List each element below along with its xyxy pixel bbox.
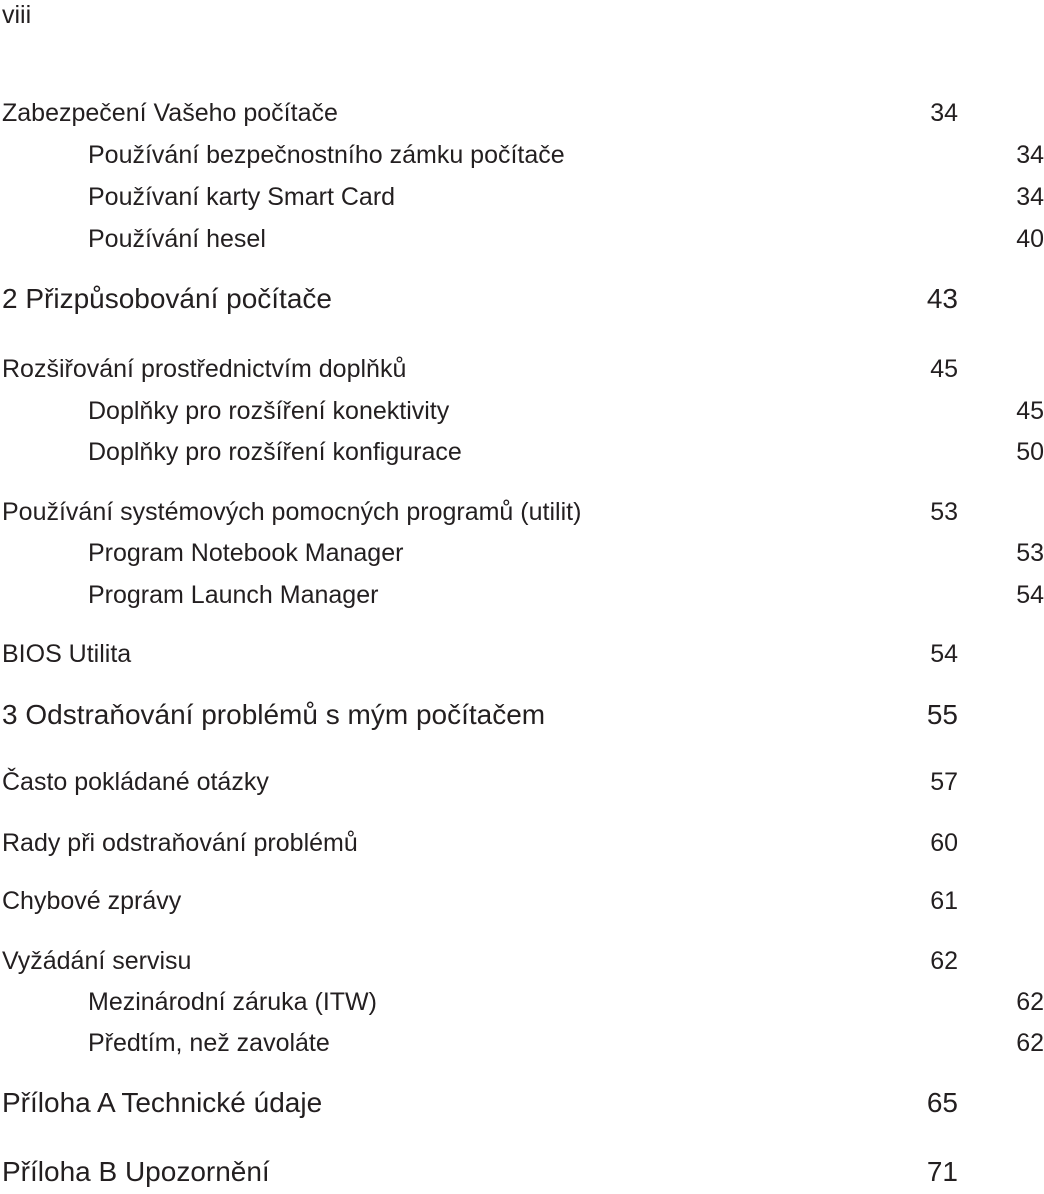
page-number: viii	[2, 1, 32, 29]
toc-entry-page: 55	[926, 699, 958, 730]
toc-entry-title: Používání bezpečnostního zámku počítače	[88, 141, 565, 169]
toc-entry	[0, 224, 1044, 254]
toc-entry	[0, 639, 958, 669]
toc-entry	[0, 497, 958, 527]
toc-entry	[0, 828, 958, 858]
toc-entry	[0, 354, 958, 384]
toc-entry-page: 53	[930, 498, 958, 526]
toc-chapter-entry	[0, 698, 958, 732]
toc-appendix-entry	[0, 1155, 958, 1189]
toc-entry-title: Předtím, než zavoláte	[88, 1029, 330, 1057]
toc-entry-title: Příloha B Upozornění	[2, 1156, 270, 1187]
toc-entry-page: 60	[930, 829, 958, 857]
toc-entry-title: 2 Přizpůsobování počítače	[2, 283, 332, 314]
toc-entry-title: Používání hesel	[88, 225, 266, 253]
toc-entry-page: 54	[1016, 581, 1044, 609]
toc-entry-title: BIOS Utilita	[2, 640, 132, 668]
toc-entry-page: 71	[926, 1156, 958, 1187]
toc-entry-title: Mezinárodní záruka (ITW)	[88, 988, 377, 1016]
toc-appendix-entry	[0, 1086, 958, 1120]
toc-entry-page: 62	[930, 947, 958, 975]
toc-entry-page: 43	[926, 283, 958, 314]
toc-entry-page: 54	[930, 640, 958, 668]
toc-entry-title: Používaní karty Smart Card	[88, 183, 396, 211]
toc-entry-title: Rady při odstraňování problémů	[2, 829, 358, 857]
toc-entry-title: Zabezpečení Vašeho počítače	[2, 99, 338, 127]
toc-entry-title: Chybové zprávy	[2, 887, 182, 915]
toc-entry-title: Příloha A Technické údaje	[2, 1087, 323, 1118]
toc-entry-page: 61	[930, 887, 958, 915]
toc-entry-page: 57	[930, 768, 958, 796]
toc-entry-page: 34	[1016, 183, 1044, 211]
toc-entry-page: 65	[926, 1087, 958, 1118]
toc-entry-title: 3 Odstraňování problémů s mým počítačem	[2, 699, 546, 730]
toc-entry-title: Doplňky pro rozšíření konfigurace	[88, 438, 462, 466]
toc-entry-page: 34	[1016, 141, 1044, 169]
toc-entry	[0, 987, 1044, 1017]
toc-entry-page: 53	[1016, 539, 1044, 567]
toc-entry-page: 45	[1016, 397, 1044, 425]
toc-entry-title: Doplňky pro rozšíření konektivity	[88, 397, 450, 425]
toc-entry-page: 62	[1016, 1029, 1044, 1057]
toc-entry	[0, 98, 958, 128]
toc-entry	[0, 396, 1044, 426]
toc-entry-title: Často pokládané otázky	[2, 768, 269, 796]
toc-entry	[0, 580, 1044, 610]
toc-entry-title: Používání systémových pomocných programů (utilit)	[2, 498, 582, 526]
toc-chapter-entry	[0, 282, 958, 316]
toc-entry	[0, 538, 1044, 568]
toc-entry-title: Program Launch Manager	[88, 581, 379, 609]
toc-entry	[0, 946, 958, 976]
toc-entry-page: 50	[1016, 438, 1044, 466]
toc-entry	[0, 182, 1044, 212]
toc-entry-title: Vyžádání servisu	[2, 947, 192, 975]
toc-entry	[0, 767, 958, 797]
toc-entry-page: 34	[930, 99, 958, 127]
toc-entry	[0, 1028, 1044, 1058]
toc-entry-title: Program Notebook Manager	[88, 539, 404, 567]
toc-entry-page: 40	[1016, 225, 1044, 253]
toc-entry-title: Rozšiřování prostřednictvím doplňků	[2, 355, 407, 383]
toc-entry-page: 62	[1016, 988, 1044, 1016]
toc-entry	[0, 140, 1044, 170]
toc-entry	[0, 437, 1044, 467]
toc-entry-page: 45	[930, 355, 958, 383]
toc-entry	[0, 886, 958, 916]
